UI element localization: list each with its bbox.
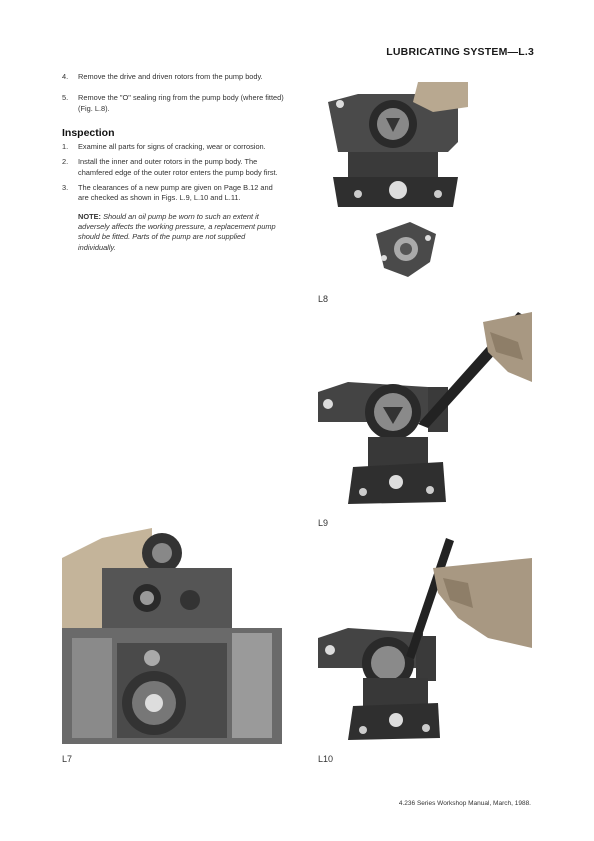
item-text: Examine all parts for signs of cracking, wear or corrosion. (78, 142, 266, 152)
figure-l9-photo (318, 312, 532, 510)
item-number: 1. (62, 142, 69, 152)
item-number: 3. (62, 183, 69, 193)
step-text: Remove the "O" sealing ring from the pump body (where fitted) (Fig. L.8). (78, 93, 284, 113)
note (78, 212, 284, 253)
inspection-item-2 (62, 157, 284, 178)
inspection-item-3 (62, 183, 284, 204)
step-text: Remove the drive and driven rotors from the pump body. (78, 72, 263, 81)
item-text: Install the inner and outer rotors in the pump body. The chamfered edge of the outer rotor enters the pump body first. (78, 157, 278, 177)
step-number: 4. (62, 72, 69, 81)
step-number: 5. (62, 93, 69, 103)
step-5 (62, 93, 284, 114)
figure-l8-caption: L8 (318, 294, 329, 304)
instructions-column (62, 72, 284, 253)
figure-l9-caption: L9 (318, 518, 329, 528)
inspection-item-1 (62, 142, 284, 152)
note-label: NOTE: (78, 211, 101, 221)
figure-l10-photo (318, 538, 532, 744)
item-number: 2. (62, 157, 69, 167)
inspection-list (62, 142, 284, 203)
item-text: The clearances of a new pump are given on Page B.12 and are checked as shown in Figs. L.9, L.10 and L.11. (78, 183, 273, 203)
figure-l10-caption: L10 (318, 754, 334, 764)
figure-l8-photo (318, 82, 468, 287)
note-text: Should an oil pump be worn to such an extent it adversely affects the working pressure, a replacement pump should be fitted. Parts of the pump are not supplied individually. (78, 211, 276, 252)
step-4 (62, 72, 284, 82)
page-header: LUBRICATING SYSTEM—L.3 (386, 46, 534, 58)
inspection-heading: Inspection (62, 126, 115, 139)
figure-l7-caption: L7 (62, 754, 73, 764)
footer-text: 4.236 Series Workshop Manual, March, 1988. (398, 800, 531, 807)
figure-l7-photo (62, 528, 282, 744)
